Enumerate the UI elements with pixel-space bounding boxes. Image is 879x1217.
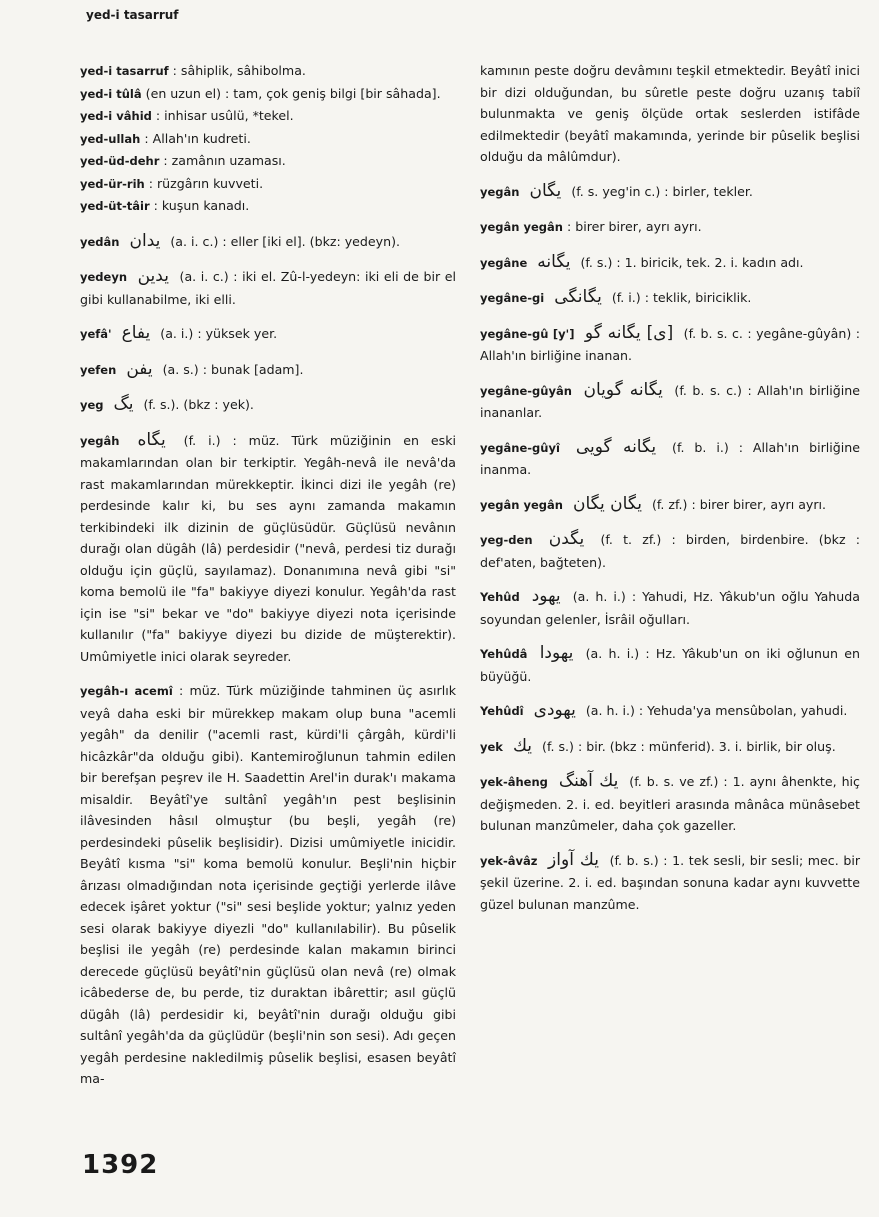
entry-definition: (f. s.) : 1. biricik, tek. 2. i. kadın adı. <box>580 254 804 270</box>
entry-headword: yed-i vâhid <box>80 109 152 123</box>
entry-definition: (a. i. c.) : iki el. Zû-l-yedeyn: iki eli de bir el gibi kullanabilme, iki elli. <box>80 269 456 307</box>
entry-definition: (f. b. i.) : Allah'ın birliğine inanma. <box>480 439 860 477</box>
entry-headword: yegân <box>480 184 520 199</box>
entry-arabic-script: يفن <box>126 358 153 379</box>
entry-headword: yefâ' <box>80 327 112 341</box>
entry-headword: yek <box>480 739 503 754</box>
dictionary-entry <box>480 380 860 424</box>
entry-headword: yek-âvâz <box>480 853 538 868</box>
entry-arabic-script: يگاه <box>137 429 166 450</box>
entry-definition: (f. b. s. c. : yegâne-gûyân) : Allah'ın birliğine inanan. <box>480 325 860 363</box>
entry-headword: yedân <box>80 234 120 249</box>
entry-headword: yed-üt-tâir <box>80 199 150 213</box>
dictionary-entry <box>80 173 456 196</box>
dictionary-entry <box>480 529 860 573</box>
entry-headword: yegâne-gû [y'] <box>480 326 575 341</box>
entry-headword: yegâh <box>80 433 120 448</box>
dictionary-entry <box>80 150 456 173</box>
dictionary-entry <box>480 771 860 837</box>
entry-arabic-script: يدين <box>137 266 169 286</box>
entry-headword: Yehûdâ <box>480 647 528 661</box>
entry-definition: (f. i.) : teklik, biriciklik. <box>611 290 752 305</box>
entry-definition: : inhisar usûlü, *tekel. <box>155 108 294 123</box>
entry-arabic-script: يهود <box>531 586 561 606</box>
entry-headword: yegân yegân <box>480 220 563 234</box>
entry-headword: yed-i tasarruf <box>80 64 169 78</box>
dictionary-entry <box>480 437 860 481</box>
entry-headword: yegâne-gi <box>480 291 545 305</box>
entry-definition: (a. s.) : bunak [adam]. <box>162 361 304 377</box>
dictionary-entry <box>80 680 456 1090</box>
entry-headword: yegâh-ı acemî <box>80 684 173 698</box>
dictionary-entry <box>480 323 860 367</box>
entry-headword: Yehûd <box>480 590 520 604</box>
dictionary-entry <box>480 252 860 275</box>
dictionary-entry <box>80 430 456 668</box>
entry-arabic-script: يگان يگان <box>572 493 642 514</box>
entry-arabic-script: يهودا <box>539 643 574 663</box>
entry-definition: (f. s.). (bkz : yek). <box>143 397 254 412</box>
entry-definition: (a. h. i.) : Yahudi, Hz. Yâkub'un oğlu Yahuda soyundan gelenler, İsrâil oğulları. <box>480 589 860 627</box>
entry-headword: yegân yegân <box>480 497 563 512</box>
entry-arabic-script: يگدن <box>548 529 585 549</box>
entry-headword: yedeyn <box>80 270 128 284</box>
entry-arabic-script: يدان <box>129 230 161 251</box>
dictionary-entry <box>480 736 860 759</box>
entry-arabic-script: يگ <box>113 394 134 414</box>
entry-arabic-script: يگانگى <box>554 287 602 307</box>
entry-arabic-script: يگان <box>529 180 562 201</box>
entry-arabic-script: يگانه گويى <box>575 436 657 457</box>
entry-definition: (a. i. c.) : eller [iki el]. (bkz: yedeyn). <box>170 233 401 249</box>
dictionary-entry <box>80 128 456 151</box>
dictionary-entry <box>80 266 456 310</box>
entry-definition: (f. s.) : bir. (bkz : münferid). 3. i. birlik, bir oluş. <box>542 738 836 754</box>
entry-arabic-script: يك <box>512 735 533 756</box>
entry-definition: (en uzun el) : tam, çok geniş bilgi [bir sâhada]. <box>145 85 441 101</box>
dictionary-entry <box>480 494 860 517</box>
entry-headword: yed-üd-dehr <box>80 154 160 168</box>
entry-headword: yefen <box>80 362 117 377</box>
running-head: yed-i tasarruf <box>86 8 179 22</box>
entry-definition: : sâhiplik, sâhibolma. <box>172 63 306 78</box>
entry-headword: yeg-den <box>480 533 533 547</box>
entry-definition: (a. i.) : yüksek yer. <box>160 326 278 341</box>
entry-arabic-script: يفاع <box>121 323 151 343</box>
entry-headword: Yehûdî <box>480 704 524 718</box>
entry-definition: : müz. Türk müziğinde tahminen üç asırlık veyâ daha eski bir mürekkep makam olup buna "acemli yegâh" da denilir ("acemli rast, kürdi'li çârgâh, kürdi'li hicâzkâr"da olduğu gibi). Kantemiroğlunun tahmin edilen bir berefşan peşrev ile H. Saadettin Arel'in durak'ı makama misaldir. Beyâtî'ye sultânî yegâh'ın pest beşlisinin ilâvesinden hâsıl olmuştur (bu beşli, yegâh (re) perdesindeki pûselik beşlisidir). Dizisi umûmiyetle inicidir. Beyâtî kısma "si" koma bemolü konulur. Beşli'nin hiçbir ârızası olmadığından nota içerisinde geçtiği yerlerde ilâve edecek işâret yoktur ("si" sesi beşlide yoktur; yalnız yeden sesi olarak bakiyye diyezli "do" kullanılabilir). Bu pûselik beşlisi ile yegâh (re) perdesinde kalan makamın birinci derecede güçlüsü beyâtî'nin güçlüsü olan nevâ (re) olmak icâbederse de, bu perde, tiz duraktan ibârettir; asıl güçlü dügâh (lâ) perdesidir ki, beyâtî'nin durağı olduğu gibi sultânî yegâh'da da güçlüdür (beşli'nin son sesi). Adı geçen yegâh perdesine nakledilmiş pûselik beşlisi, esasen beyâtî ma- <box>80 683 456 1086</box>
entry-arabic-script: يگانه <box>537 251 571 272</box>
dictionary-entry <box>80 60 456 83</box>
left-column <box>80 60 456 1090</box>
entry-headword: yed-ür-rih <box>80 176 145 191</box>
dictionary-entry <box>480 60 860 168</box>
entry-definition: : zamânın uzaması. <box>163 153 286 168</box>
entry-definition: (f. b. s. ve zf.) : 1. aynı âhenkte, hiç değişmeden. 2. i. ed. beyitleri arasında mânâca münâsebet bulunan manzûmeler, daha çok gazeller. <box>480 774 860 833</box>
entry-headword: yeg <box>80 398 104 412</box>
entry-definition: : kuşun kanadı. <box>153 198 250 213</box>
dictionary-entry <box>480 181 860 204</box>
dictionary-entry <box>80 359 456 382</box>
dictionary-entry <box>480 287 860 310</box>
dictionary-entry <box>80 195 456 218</box>
entry-headword: yegâne-gûyân <box>480 383 572 398</box>
entry-definition: (a. h. i.) : Yehuda'ya mensûbolan, yahudi. <box>585 703 848 718</box>
entry-headword: yek-âheng <box>480 775 548 789</box>
entry-arabic-script: يك آواز <box>548 849 599 870</box>
entry-definition: (a. h. i.) : Hz. Yâkub'un on iki oğlunun en büyüğü. <box>480 646 860 684</box>
dictionary-entry <box>80 394 456 417</box>
entry-arabic-script: [ى] يگانه گو <box>584 322 674 343</box>
entry-arabic-script: يهودى <box>533 700 576 720</box>
dictionary-entry <box>80 105 456 128</box>
dictionary-entry <box>480 216 860 239</box>
entry-definition: : Allah'ın kudreti. <box>144 130 251 146</box>
entry-definition: : rüzgârın kuvveti. <box>148 175 264 191</box>
dictionary-entry <box>80 323 456 346</box>
entry-definition: (f. zf.) : birer birer, ayrı ayrı. <box>651 496 827 512</box>
entry-arabic-script: يگانه گويان <box>583 379 663 400</box>
entry-definition: (f. t. zf.) : birden, birdenbire. (bkz : def'aten, bağteten). <box>480 532 861 570</box>
dictionary-entry <box>480 586 860 630</box>
entry-definition: (f. i.) : müz. Türk müziğinin en eski makamlarından olan bir terkiptir. Yegâh-nevâ ile nevâ'da rast makamlarından mürekkeptir. İkinci dizi ile yegâh (re) perdesinde kalır ki, bu ses aynı zamanda makamın terkibindeki ilk dizinin de güçlüsüdür. Güçlüsü nevânın durağı olan dügâh (lâ) perdesidir ("nevâ, perdesi tiz durağı olduğu için güçlü, sayılamaz). Donanımına nevâ gibi "si" koma bemolü ile "fa" bakiyye diyezi konulur. Yegâh'da rast için ise "si" bekar ve "do" bakiyye diyezi nota içerisinde kullanılır ("fa" bakiyye diyezi bu dizide de müşterektir). Umûmiyetle inici olarak seyreder. <box>80 432 456 664</box>
dictionary-entry <box>480 700 860 723</box>
dictionary-entry <box>480 643 860 687</box>
entry-headword: yegâne-gûyî <box>480 440 560 455</box>
entry-headword: yed-ullah <box>80 131 141 146</box>
right-column <box>480 60 860 915</box>
entry-definition: (f. b. s.) : 1. tek sesli, bir sesli; mec. bir şekil üzerine. 2. i. ed. başından sonuna kadar aynı kuvvette güzel bulunan manzûme. <box>480 852 861 912</box>
entry-definition: (f. b. s. c.) : Allah'ın birliğine inananlar. <box>480 382 860 420</box>
entry-headword: yegâne <box>480 255 528 270</box>
dictionary-entry <box>80 83 456 106</box>
entry-arabic-script: يك آهنگ <box>558 771 619 791</box>
entry-definition: (f. s. yeg'in c.) : birler, tekler. <box>571 183 753 199</box>
entry-definition: kamının peste doğru devâmını teşkil etmektedir. Beyâtî inici bir dizi olduğundan, bu sûretle peste doğru uzanış tabiî bulunmakta ve geniş ölçüde ortak seslerden istifâde edilmektedir (beyâtî makamında, yerinde bir pûselik beşlisi olduğu da mâlûmdur). <box>480 63 860 164</box>
entry-headword: yed-i tûlâ <box>80 86 142 101</box>
dictionary-entry <box>80 231 456 254</box>
dictionary-entry <box>480 850 860 916</box>
page-number: 1392 <box>82 1150 159 1180</box>
entry-definition: : birer birer, ayrı ayrı. <box>566 219 702 234</box>
